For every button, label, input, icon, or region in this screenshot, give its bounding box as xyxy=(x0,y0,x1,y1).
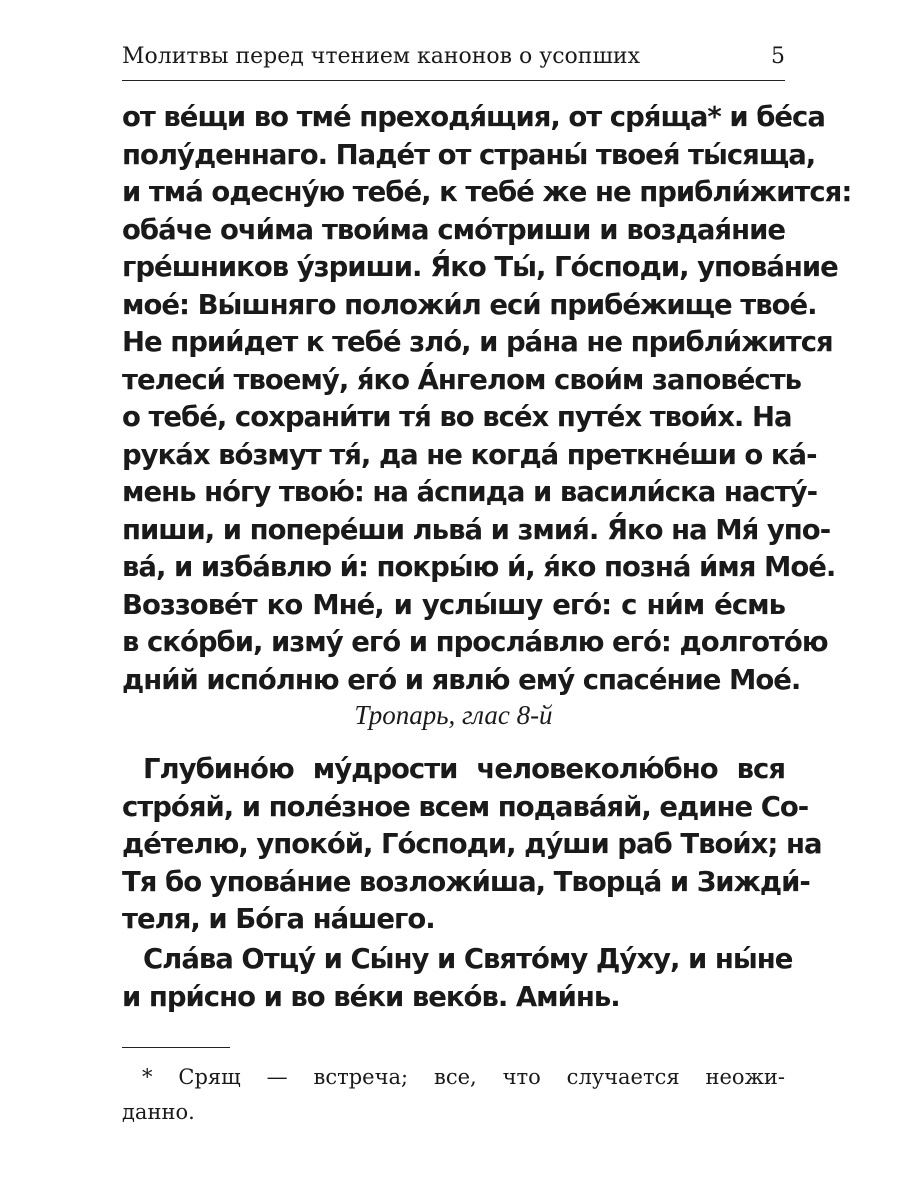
text-line: Глубино́ю му́дрости человеколю́бно вся xyxy=(143,753,785,785)
text-line: де́телю, упоко́й, Го́споди, ду́ши раб Твои́х; на xyxy=(122,828,822,860)
footnote xyxy=(122,1060,785,1130)
text-line: телеси́ твоему́, я́ко А́нгелом свои́м запове́сть xyxy=(122,363,802,396)
text-line: Сла́ва Отцу́ и Сы́ну и Свято́му Ду́ху, и ны́не xyxy=(143,943,793,975)
text-line: в ско́рби, изму́ его́ и просла́влю его́: долгото́ю xyxy=(122,626,828,658)
page-number: 5 xyxy=(771,44,785,69)
running-header-title: Молитвы перед чтением канонов о усопших xyxy=(122,44,640,69)
text-line: рука́х во́змут тя́, да не когда́ преткне́ши о ка́- xyxy=(122,438,817,471)
footnote-divider xyxy=(122,1047,230,1048)
footnote-line: данно. xyxy=(122,1100,195,1124)
text-line: Тя бо упова́ние возложи́ша, Творца́ и Зижди́- xyxy=(122,865,810,898)
text-line: Не прии́дет к тебе́ зло́, и ра́на не прибли́жится xyxy=(122,326,833,358)
text-line: гре́шников у́зриши. Я́ко Ты́, Го́споди, упова́ние xyxy=(122,251,838,283)
text-line: оба́че очи́ма твои́ма смо́триши и воздая́ние xyxy=(122,213,785,246)
text-line: от ве́щи во тме́ преходя́щия, от сря́ща* и бе́са xyxy=(122,101,825,133)
running-header xyxy=(122,40,785,81)
troparion-heading: Тропарь, глас 8-й xyxy=(354,700,553,730)
troparion-text xyxy=(122,751,822,939)
text-line: полу́деннаго. Паде́т от страны́ твоея́ ты́сяща, xyxy=(122,138,816,171)
text-line: мое́: Вы́шняго положи́л еси́ прибе́жище твое́. xyxy=(122,288,817,321)
text-line: и тма́ одесну́ю тебе́, к тебе́ же не прибли́жится: xyxy=(122,176,852,208)
text-line: пиши, и попере́ши льва́ и змия́. Я́ко на Мя́ упо- xyxy=(122,513,831,546)
doxology-text xyxy=(122,941,793,1016)
text-line: о тебе́, сохрани́ти тя́ во все́х путе́х твои́х. На xyxy=(122,401,792,433)
text-line: теля, и Бо́га на́шего. xyxy=(122,903,435,935)
text-line: мень но́гу твою́: на а́спида и васили́ска насту́- xyxy=(122,476,818,508)
footnote-line: * Срящ — встреча; все, что случается неожи- xyxy=(142,1065,785,1089)
text-line: стро́яй, и поле́зное всем подава́яй, едине Со- xyxy=(122,790,809,823)
text-line: и при́сно и во ве́ки веко́в. Ами́нь. xyxy=(122,980,620,1013)
psalm-text xyxy=(122,99,852,699)
text-line: ва́, и изба́влю и́: покры́ю и́, я́ко позна́ и́мя Мое́. xyxy=(122,551,836,583)
text-line: Воззове́т ко Мне́, и услы́шу его́: с ни́м е́смь xyxy=(122,588,785,621)
text-line: дни́й испо́лню его́ и явлю́ ему́ спасе́ние Мое́. xyxy=(122,663,801,696)
